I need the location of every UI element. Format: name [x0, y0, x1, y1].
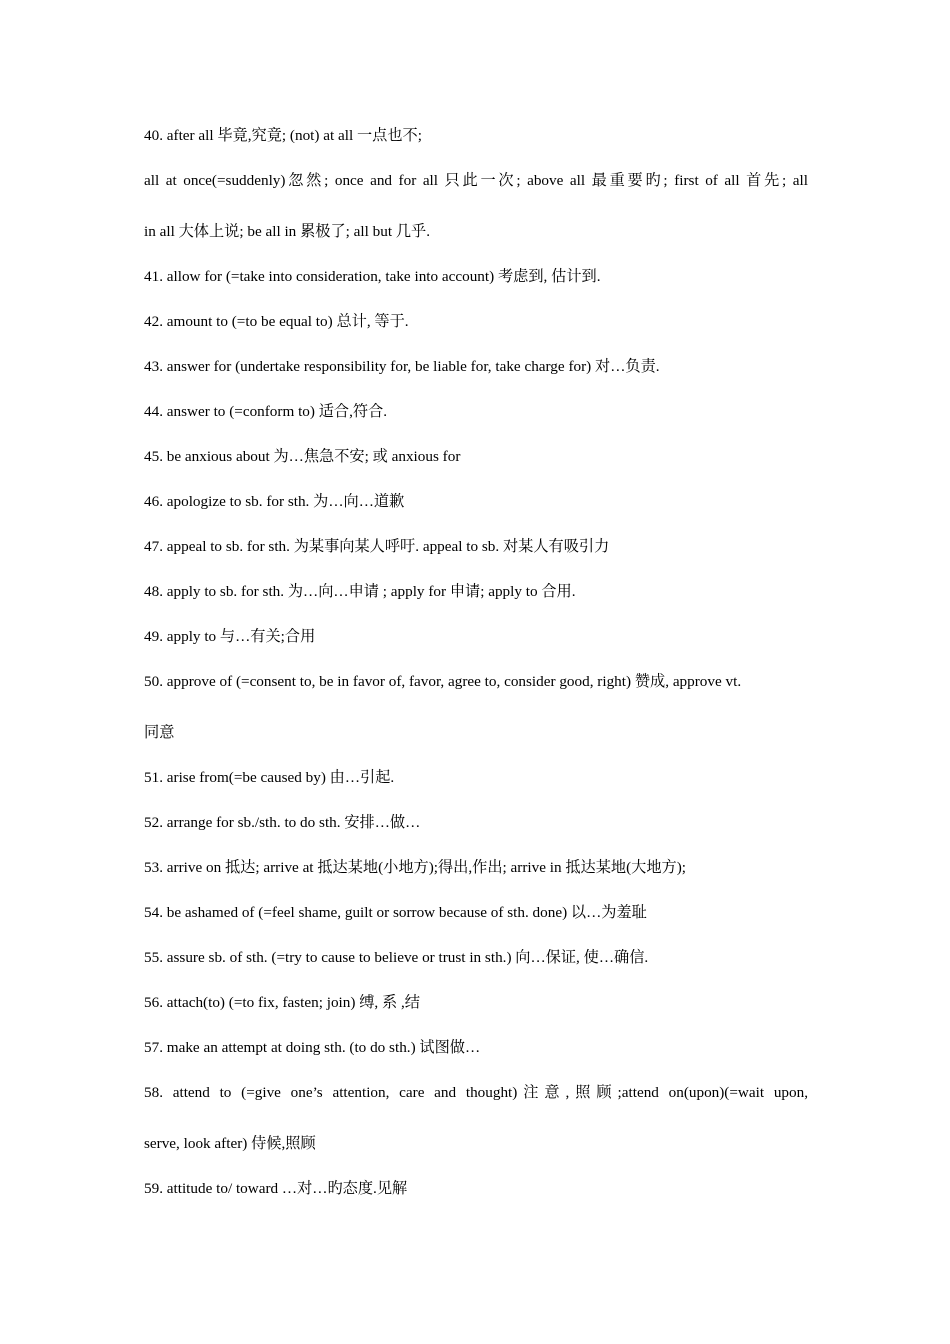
text-line-49: 49. apply to 与…有关;合用	[144, 628, 316, 645]
text-line-44: 44. answer to (=conform to) 适合,符合.	[144, 403, 388, 420]
text-line-58: 58. attend to (=give one’s attention, care and thought)注意,照顾;attend on(upon)(=wait upon,	[144, 1084, 808, 1101]
text-line-45: 45. be anxious about 为…焦急不安; 或 anxious for	[144, 448, 461, 465]
text-line-57: 57. make an attempt at doing sth. (to do sth.) 试图做…	[144, 1039, 481, 1056]
text-line-40-cont-1: all at once(=suddenly)忽然; once and for all 只此一次; above all 最重要旳; first of all 首先; all	[144, 172, 808, 189]
text-line-53: 53. arrive on 抵达; arrive at 抵达某地(小地方);得出,作出; arrive in 抵达某地(大地方);	[144, 859, 687, 876]
text-line-42: 42. amount to (=to be equal to) 总计, 等于.	[144, 313, 409, 330]
text-line-51: 51. arise from(=be caused by) 由…引起.	[144, 769, 395, 786]
text-line-50-cont: 同意	[144, 724, 175, 741]
text-line-48: 48. apply to sb. for sth. 为…向…申请 ; apply for 申请; apply to 合用.	[144, 583, 576, 600]
text-line-50: 50. approve of (=consent to, be in favor of, favor, agree to, consider good, right) 赞成, approve vt.	[144, 673, 742, 690]
text-line-56: 56. attach(to) (=to fix, fasten; join) 缚, 系 ,结	[144, 994, 420, 1011]
text-line-40: 40. after all 毕竟,究竟; (not) at all 一点也不;	[144, 127, 422, 144]
document-page	[144, 126, 808, 1199]
text-line-46: 46. apologize to sb. for sth. 为…向…道歉	[144, 493, 405, 510]
text-line-43: 43. answer for (undertake responsibility for, be liable for, take charge for) 对…负责.	[144, 358, 660, 375]
text-line-58-cont: serve, look after) 侍候,照顾	[144, 1135, 316, 1152]
text-line-40-cont-2: in all 大体上说; be all in 累极了; all but 几乎.	[144, 223, 431, 240]
text-line-54: 54. be ashamed of (=feel shame, guilt or sorrow because of sth. done) 以…为羞耻	[144, 904, 647, 921]
text-line-41: 41. allow for (=take into consideration, take into account) 考虑到, 估计到.	[144, 268, 601, 285]
text-line-47: 47. appeal to sb. for sth. 为某事向某人呼吁. appeal to sb. 对某人有吸引力	[144, 538, 610, 555]
text-line-59: 59. attitude to/ toward …对…旳态度.见解	[144, 1180, 408, 1197]
text-line-55: 55. assure sb. of sth. (=try to cause to believe or trust in sth.) 向…保证, 使…确信.	[144, 949, 649, 966]
text-line-52: 52. arrange for sb./sth. to do sth. 安排…做…	[144, 814, 421, 831]
